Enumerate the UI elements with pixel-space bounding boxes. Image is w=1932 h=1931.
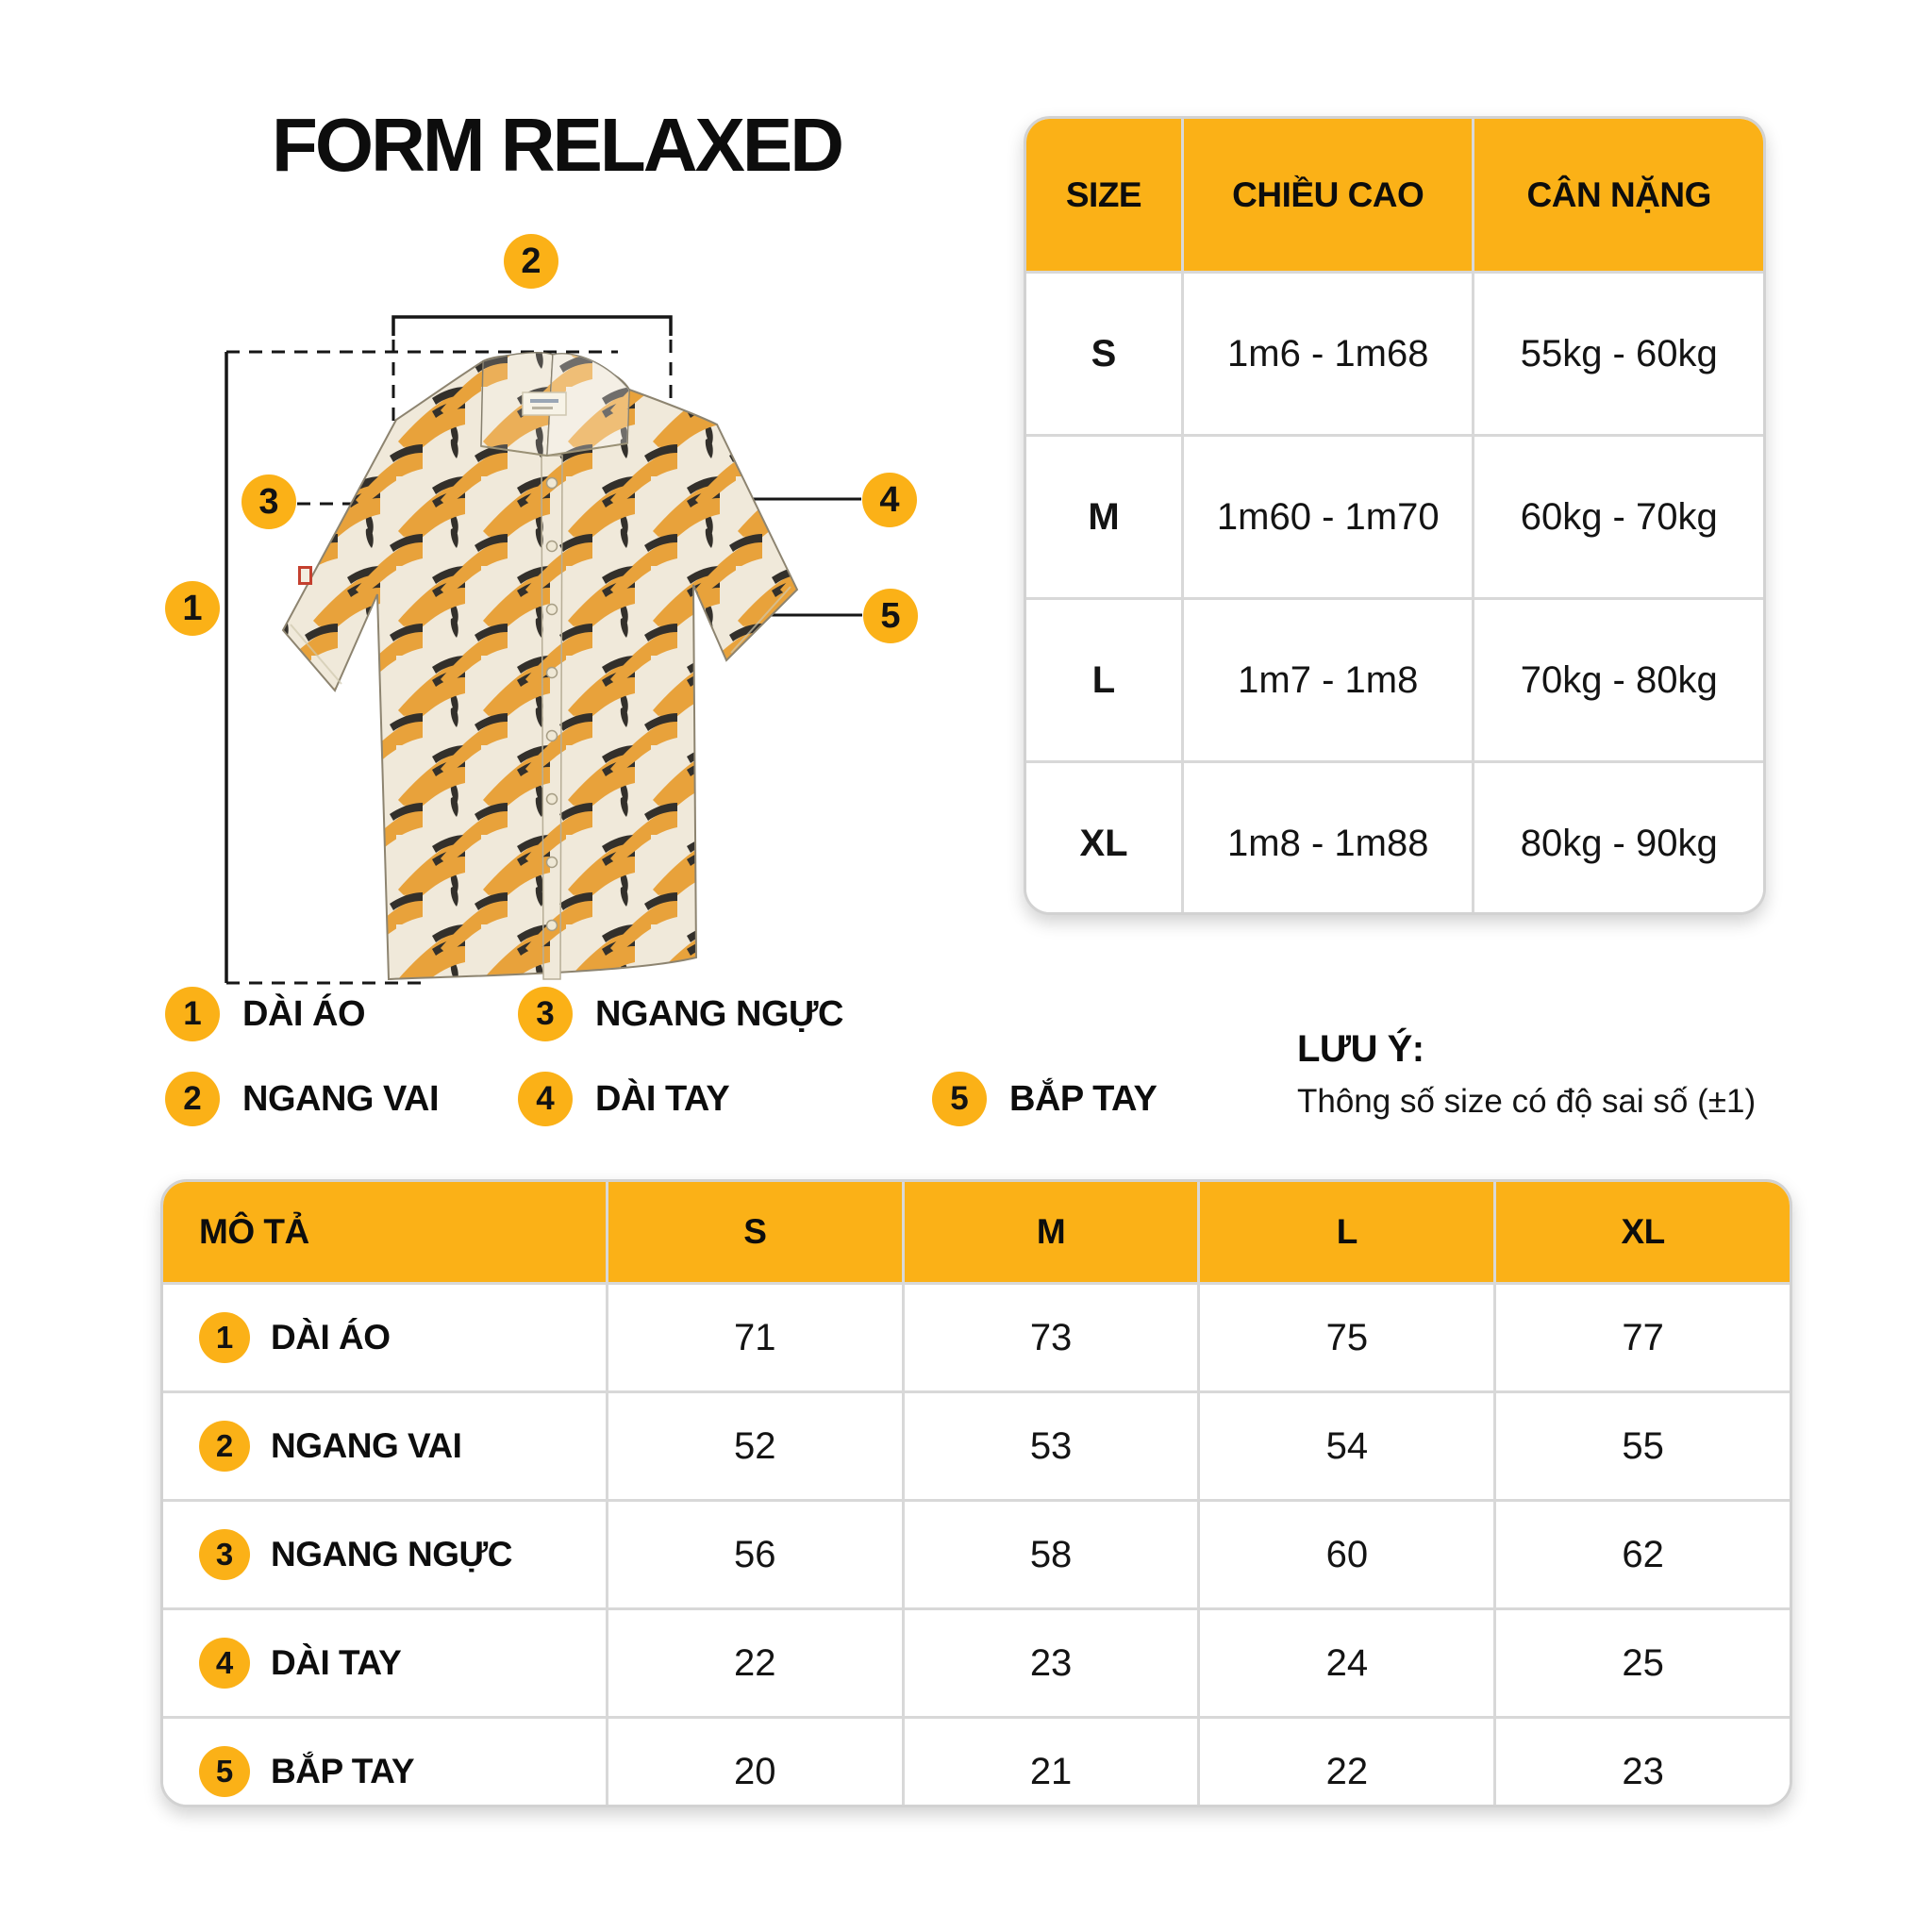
header-description: MÔ TẢ [163,1182,606,1282]
value-xl: 25 [1493,1610,1790,1716]
legend-item-bap-tay [932,1072,1157,1126]
legend-badge-5: 5 [932,1072,987,1126]
size-table-header-row [1026,119,1763,271]
value-l: 24 [1197,1610,1493,1716]
height-range: 1m8 - 1m88 [1181,763,1472,915]
table-row [163,1499,1790,1607]
svg-text:3: 3 [258,482,279,522]
note-title: LƯU Ý: [1297,1028,1424,1070]
table-row [1026,760,1763,915]
table-row [1026,434,1763,597]
value-m: 58 [902,1502,1198,1607]
value-xl: 62 [1493,1502,1790,1607]
legend-label: NGANG NGỰC [595,993,843,1034]
badge-2 [504,234,558,289]
svg-text:2: 2 [521,241,541,281]
legend-item-dai-tay [518,1072,729,1126]
weight-range: 55kg - 60kg [1472,274,1762,434]
button-placket [541,456,562,979]
header-height: CHIỀU CAO [1181,119,1472,271]
shoulder-bracket [393,317,671,336]
badge-5 [863,589,918,643]
value-m: 53 [902,1393,1198,1499]
row-label: NGANG NGỰC [271,1535,512,1573]
measure-label-cell [163,1393,606,1499]
legend-item-dai-ao [165,987,365,1041]
header-xl: XL [1493,1182,1790,1282]
svg-text:5: 5 [880,596,901,636]
table-row [163,1607,1790,1716]
legend-label: BẮP TAY [1009,1078,1158,1119]
value-s: 52 [606,1393,902,1499]
measure-label-cell [163,1719,606,1807]
value-m: 73 [902,1285,1198,1390]
header-size: SIZE [1026,119,1181,271]
value-xl: 23 [1493,1719,1790,1807]
size-recommendation-table [1024,116,1766,915]
page-title: FORM RELAXED [272,103,841,187]
sleeve-tag [298,566,312,585]
size-value: L [1026,600,1181,760]
value-s: 71 [606,1285,902,1390]
value-l: 60 [1197,1502,1493,1607]
measure-label-cell [163,1610,606,1716]
table-row [1026,271,1763,434]
value-s: 22 [606,1610,902,1716]
table-row [1026,597,1763,760]
table-row [163,1390,1790,1499]
legend-label: DÀI ÁO [242,993,365,1034]
size-value: S [1026,274,1181,434]
height-range: 1m60 - 1m70 [1181,437,1472,597]
weight-range: 80kg - 90kg [1472,763,1762,915]
value-l: 22 [1197,1719,1493,1807]
table-row [163,1716,1790,1807]
value-xl: 55 [1493,1393,1790,1499]
height-range: 1m6 - 1m68 [1181,274,1472,434]
value-m: 23 [902,1610,1198,1716]
neck-label [523,392,566,415]
row-label: NGANG VAI [271,1426,462,1465]
value-xl: 77 [1493,1285,1790,1390]
table-row [163,1282,1790,1390]
row-badge: 2 [199,1421,250,1472]
value-l: 75 [1197,1285,1493,1390]
shirt [283,353,797,979]
measure-table-header-row [163,1182,1790,1282]
svg-text:1: 1 [182,589,203,628]
row-badge: 5 [199,1746,250,1797]
row-badge: 3 [199,1529,250,1580]
height-range: 1m7 - 1m8 [1181,600,1472,760]
legend-badge-2: 2 [165,1072,220,1126]
size-value: M [1026,437,1181,597]
legend-badge-3: 3 [518,987,573,1041]
measurement-table [160,1179,1792,1807]
row-badge: 1 [199,1312,250,1363]
weight-range: 70kg - 80kg [1472,600,1762,760]
value-s: 56 [606,1502,902,1607]
weight-range: 60kg - 70kg [1472,437,1762,597]
header-l: L [1197,1182,1493,1282]
header-weight: CÂN NẶNG [1472,119,1762,271]
measure-label-cell [163,1502,606,1607]
badge-4 [862,473,917,527]
size-value: XL [1026,763,1181,915]
value-l: 54 [1197,1393,1493,1499]
shirt-illustration [142,208,991,1000]
legend-item-ngang-nguc [518,987,843,1041]
legend-item-ngang-vai [165,1072,439,1126]
legend-badge-1: 1 [165,987,220,1041]
legend-badge-4: 4 [518,1072,573,1126]
value-s: 20 [606,1719,902,1807]
row-label: DÀI TAY [271,1643,402,1682]
badge-1 [165,581,220,636]
legend-label: NGANG VAI [242,1078,440,1119]
row-badge: 4 [199,1638,250,1689]
header-m: M [902,1182,1198,1282]
svg-text:4: 4 [879,480,900,520]
shirt-measurement-diagram [142,208,991,1000]
measure-label-cell [163,1285,606,1390]
row-label: BẮP TAY [271,1752,415,1790]
note-text: Thông số size có độ sai số (±1) [1297,1083,1757,1120]
row-label: DÀI ÁO [271,1318,391,1357]
legend-label: DÀI TAY [595,1078,730,1119]
value-m: 21 [902,1719,1198,1807]
badge-3 [242,474,296,529]
header-s: S [606,1182,902,1282]
